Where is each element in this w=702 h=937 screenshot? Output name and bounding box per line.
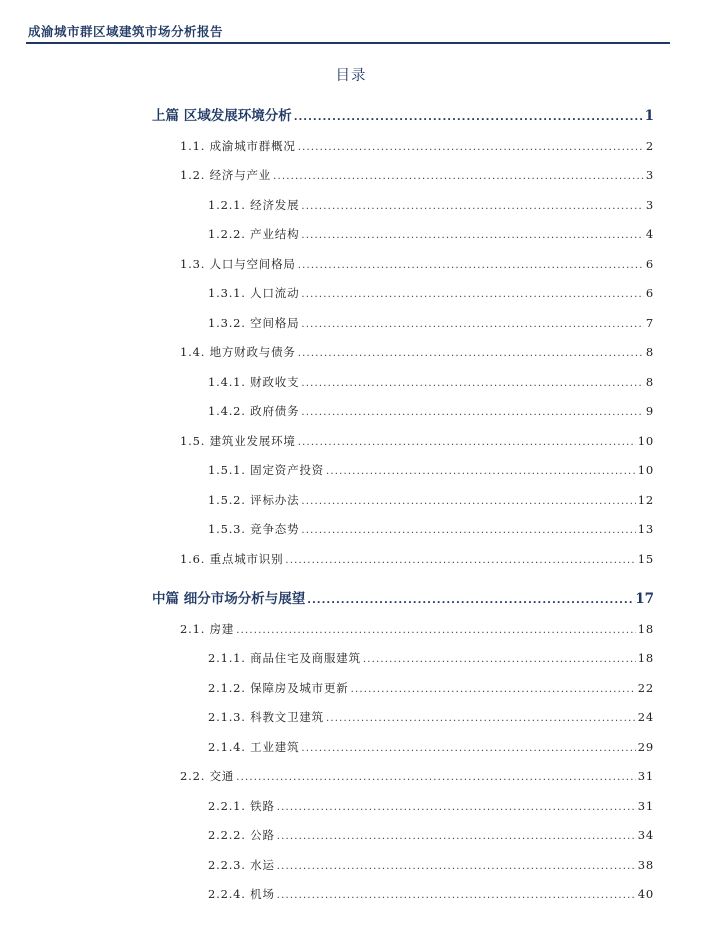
dot-leader bbox=[326, 462, 636, 482]
toc-entry[interactable] bbox=[208, 678, 654, 698]
toc-entry[interactable] bbox=[180, 431, 654, 451]
toc-entry-label: 2.1. 房建 bbox=[180, 622, 235, 636]
dot-leader bbox=[301, 197, 644, 217]
toc-entry-label: 2.2.1. 铁路 bbox=[208, 799, 275, 813]
toc-entry-page: 3 bbox=[645, 168, 654, 182]
toc-entry[interactable] bbox=[208, 737, 654, 757]
toc-entry[interactable] bbox=[208, 825, 654, 845]
toc-entry[interactable] bbox=[180, 549, 654, 569]
toc-entry-page: 18 bbox=[637, 651, 654, 665]
toc-heading: 目录 bbox=[335, 68, 367, 84]
toc-entry-page: 34 bbox=[637, 828, 654, 842]
toc-entry-label: 2.1.4. 工业建筑 bbox=[208, 740, 300, 754]
toc-entry-page: 10 bbox=[637, 434, 654, 448]
dot-leader bbox=[351, 680, 636, 700]
report-title: 成渝城市群区域建筑市场分析报告 bbox=[28, 24, 224, 39]
toc-entry-label: 2.1.2. 保障房及城市更新 bbox=[208, 681, 349, 695]
toc-entry-label: 1.5.2. 评标办法 bbox=[208, 493, 300, 507]
toc-entry-page: 31 bbox=[637, 799, 654, 813]
toc-entry-page: 6 bbox=[645, 257, 654, 271]
toc-entry[interactable] bbox=[208, 796, 654, 816]
toc-entry-page: 3 bbox=[645, 198, 654, 212]
toc-entry-label: 1.3. 人口与空间格局 bbox=[180, 257, 296, 271]
toc-entry-page: 2 bbox=[645, 139, 654, 153]
toc-entry-page: 9 bbox=[645, 404, 654, 418]
page-header bbox=[26, 18, 670, 44]
dot-leader bbox=[301, 403, 644, 423]
toc-entry-page: 15 bbox=[637, 552, 654, 566]
toc-entry[interactable] bbox=[208, 648, 654, 668]
toc-entry-page: 7 bbox=[645, 316, 654, 330]
toc-entry-label: 1.5. 建筑业发展环境 bbox=[180, 434, 296, 448]
dot-leader bbox=[277, 827, 636, 847]
toc-entry-label: 中篇 细分市场分析与展望 bbox=[152, 591, 306, 607]
toc-entry-label: 1.5.1. 固定资产投资 bbox=[208, 463, 324, 477]
toc-entry-page: 8 bbox=[645, 345, 654, 359]
toc-entry[interactable] bbox=[208, 313, 654, 333]
toc-entry-label: 1.4. 地方财政与债务 bbox=[180, 345, 296, 359]
toc-entry-page: 8 bbox=[645, 375, 654, 389]
toc-entry-page: 40 bbox=[637, 887, 654, 901]
toc-entry-page: 12 bbox=[637, 493, 654, 507]
toc-entry[interactable] bbox=[208, 401, 654, 421]
toc-entry-page: 18 bbox=[637, 622, 654, 636]
toc-entry-label: 1.2.1. 经济发展 bbox=[208, 198, 300, 212]
toc-entry-page: 13 bbox=[637, 522, 654, 536]
toc-entry-page: 22 bbox=[637, 681, 654, 695]
toc-entry[interactable] bbox=[208, 372, 654, 392]
dot-leader bbox=[301, 226, 644, 246]
header-divider bbox=[26, 42, 670, 44]
toc-entry-label: 1.5.3. 竞争态势 bbox=[208, 522, 300, 536]
dot-leader bbox=[301, 285, 644, 305]
toc-entry[interactable] bbox=[180, 136, 654, 156]
toc-entry-label: 1.6. 重点城市识别 bbox=[180, 552, 284, 566]
toc-entry[interactable] bbox=[180, 342, 654, 362]
dot-leader bbox=[298, 138, 644, 158]
toc-entry[interactable] bbox=[208, 855, 654, 875]
toc-entry-page: 6 bbox=[645, 286, 654, 300]
toc-entry[interactable] bbox=[208, 283, 654, 303]
toc-entry-page: 1 bbox=[644, 108, 654, 124]
toc-entry[interactable] bbox=[180, 165, 654, 185]
dot-leader bbox=[298, 256, 644, 276]
toc-entry-label: 2.1.3. 科教文卫建筑 bbox=[208, 710, 324, 724]
toc-entry-label: 1.3.2. 空间格局 bbox=[208, 316, 300, 330]
toc-entry-page: 24 bbox=[637, 710, 654, 724]
dot-leader bbox=[285, 551, 635, 571]
dot-leader bbox=[301, 374, 644, 394]
dot-leader bbox=[236, 621, 636, 641]
toc-entry-label: 2.2. 交通 bbox=[180, 769, 235, 783]
toc-entry-label: 2.2.2. 公路 bbox=[208, 828, 275, 842]
dot-leader bbox=[307, 591, 633, 611]
toc-entry-page: 38 bbox=[637, 858, 654, 872]
toc-entry-label: 1.4.2. 政府债务 bbox=[208, 404, 300, 418]
dot-leader bbox=[277, 857, 636, 877]
dot-leader bbox=[301, 315, 644, 335]
dot-leader bbox=[301, 492, 635, 512]
toc-entry[interactable] bbox=[180, 619, 654, 639]
toc-entry-label: 2.1.1. 商品住宅及商服建筑 bbox=[208, 651, 361, 665]
toc-entry-page: 31 bbox=[637, 769, 654, 783]
toc-entry-label: 1.2. 经济与产业 bbox=[180, 168, 272, 182]
toc-entry[interactable] bbox=[208, 195, 654, 215]
dot-leader bbox=[236, 768, 636, 788]
toc-entry[interactable] bbox=[208, 490, 654, 510]
toc-entry-label: 2.2.4. 机场 bbox=[208, 887, 275, 901]
toc-entry-label: 上篇 区域发展环境分析 bbox=[152, 108, 292, 124]
dot-leader bbox=[277, 886, 636, 906]
toc-entry-label: 1.2.2. 产业结构 bbox=[208, 227, 300, 241]
toc-entry[interactable] bbox=[208, 460, 654, 480]
dot-leader bbox=[273, 167, 644, 187]
toc-entry[interactable] bbox=[208, 884, 654, 904]
toc-part-2[interactable] bbox=[152, 589, 654, 609]
toc-entry[interactable] bbox=[208, 519, 654, 539]
toc-entry-label: 1.1. 成渝城市群概况 bbox=[180, 139, 296, 153]
toc-entry-label: 1.3.1. 人口流动 bbox=[208, 286, 300, 300]
toc-entry-page: 17 bbox=[635, 591, 654, 607]
toc-entry[interactable] bbox=[208, 224, 654, 244]
toc-entry-page: 29 bbox=[637, 740, 654, 754]
dot-leader bbox=[277, 798, 636, 818]
dot-leader bbox=[326, 709, 636, 729]
toc-entry[interactable] bbox=[180, 766, 654, 786]
toc-entry-page: 10 bbox=[637, 463, 654, 477]
dot-leader bbox=[363, 650, 636, 670]
dot-leader bbox=[301, 521, 635, 541]
dot-leader bbox=[298, 433, 636, 453]
dot-leader bbox=[301, 739, 635, 759]
toc-entry[interactable] bbox=[180, 254, 654, 274]
toc-entry-label: 2.2.3. 水运 bbox=[208, 858, 275, 872]
toc-part-1[interactable] bbox=[152, 106, 654, 126]
dot-leader bbox=[298, 344, 644, 364]
toc-entry-label: 1.4.1. 财政收支 bbox=[208, 375, 300, 389]
toc-entry-page: 4 bbox=[645, 227, 654, 241]
toc-entry[interactable] bbox=[208, 707, 654, 727]
dot-leader bbox=[294, 108, 643, 128]
